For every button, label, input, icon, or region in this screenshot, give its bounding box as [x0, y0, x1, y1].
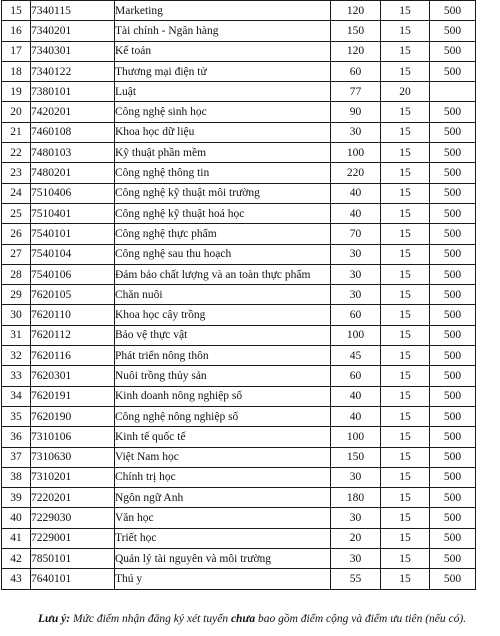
min-score-cell: 15 [381, 41, 430, 61]
fee-cell: 500 [430, 163, 476, 183]
table-row [2, 264, 476, 284]
table-row [2, 386, 476, 406]
fee-cell: 500 [430, 1, 476, 21]
program-name-cell: Ngôn ngữ Anh [115, 488, 331, 508]
quota-cell: 120 [331, 1, 381, 21]
fee-cell [430, 82, 476, 102]
min-score-cell: 15 [381, 569, 430, 589]
fee-cell: 500 [430, 122, 476, 142]
program-code-cell: 7620105 [31, 285, 115, 305]
program-code-cell: 7540101 [31, 224, 115, 244]
fee-cell: 500 [430, 102, 476, 122]
table-row [2, 82, 476, 102]
quota-cell: 40 [331, 386, 381, 406]
program-name-cell: Luật [115, 82, 331, 102]
fee-cell: 500 [430, 183, 476, 203]
quota-cell: 30 [331, 508, 381, 528]
admission-table-body [2, 1, 476, 590]
row-number-cell: 15 [2, 1, 31, 21]
quota-cell: 60 [331, 305, 381, 325]
quota-cell: 40 [331, 406, 381, 426]
table-row [2, 549, 476, 569]
fee-cell: 500 [430, 264, 476, 284]
footnote-emphasis: chưa [230, 612, 256, 625]
fee-cell: 500 [430, 61, 476, 81]
program-name-cell: Quản lý tài nguyên và môi trường [115, 549, 331, 569]
fee-cell: 500 [430, 508, 476, 528]
min-score-cell: 15 [381, 224, 430, 244]
min-score-cell: 15 [381, 1, 430, 21]
table-row [2, 1, 476, 21]
row-number-cell: 36 [2, 427, 31, 447]
min-score-cell: 15 [381, 122, 430, 142]
min-score-cell: 15 [381, 244, 430, 264]
fee-cell: 500 [430, 366, 476, 386]
program-name-cell: Kỹ thuật phần mềm [115, 143, 331, 163]
program-code-cell: 7460108 [31, 122, 115, 142]
program-name-cell: Marketing [115, 1, 331, 21]
row-number-cell: 39 [2, 488, 31, 508]
footnote [8, 610, 494, 629]
program-name-cell: Phát triển nông thôn [115, 346, 331, 366]
program-name-cell: Văn học [115, 508, 331, 528]
program-name-cell: Bảo vệ thực vật [115, 325, 331, 345]
program-name-cell: Công nghệ thực phẩm [115, 224, 331, 244]
table-row [2, 41, 476, 61]
min-score-cell: 15 [381, 549, 430, 569]
table-row [2, 366, 476, 386]
quota-cell: 30 [331, 122, 381, 142]
min-score-cell: 15 [381, 61, 430, 81]
program-code-cell: 7310630 [31, 447, 115, 467]
row-number-cell: 33 [2, 366, 31, 386]
min-score-cell: 15 [381, 102, 430, 122]
program-name-cell: Công nghệ nông nghiệp số [115, 406, 331, 426]
program-name-cell: Công nghệ kỹ thuật hoá học [115, 203, 331, 223]
table-row [2, 163, 476, 183]
fee-cell: 500 [430, 325, 476, 345]
quota-cell: 90 [331, 102, 381, 122]
min-score-cell: 15 [381, 21, 430, 41]
row-number-cell: 38 [2, 467, 31, 487]
row-number-cell: 43 [2, 569, 31, 589]
min-score-cell: 15 [381, 528, 430, 548]
program-code-cell: 7340115 [31, 1, 115, 21]
fee-cell: 500 [430, 467, 476, 487]
table-row [2, 467, 476, 487]
fee-cell: 500 [430, 488, 476, 508]
program-code-cell: 7510401 [31, 203, 115, 223]
table-row [2, 285, 476, 305]
quota-cell: 30 [331, 244, 381, 264]
table-row [2, 325, 476, 345]
program-code-cell: 7620112 [31, 325, 115, 345]
quota-cell: 100 [331, 325, 381, 345]
program-name-cell: Công nghệ sau thu hoạch [115, 244, 331, 264]
quota-cell: 100 [331, 143, 381, 163]
program-name-cell: Chính trị học [115, 467, 331, 487]
row-number-cell: 23 [2, 163, 31, 183]
program-code-cell: 7620116 [31, 346, 115, 366]
quota-cell: 150 [331, 21, 381, 41]
program-code-cell: 7220201 [31, 488, 115, 508]
row-number-cell: 35 [2, 406, 31, 426]
program-code-cell: 7310201 [31, 467, 115, 487]
quota-cell: 100 [331, 427, 381, 447]
min-score-cell: 15 [381, 346, 430, 366]
quota-cell: 30 [331, 549, 381, 569]
program-name-cell: Nuôi trồng thủy sản [115, 366, 331, 386]
quota-cell: 77 [331, 82, 381, 102]
min-score-cell: 15 [381, 386, 430, 406]
program-code-cell: 7620190 [31, 406, 115, 426]
min-score-cell: 15 [381, 163, 430, 183]
quota-cell: 70 [331, 224, 381, 244]
min-score-cell: 15 [381, 285, 430, 305]
table-row [2, 447, 476, 467]
fee-cell: 500 [430, 143, 476, 163]
row-number-cell: 29 [2, 285, 31, 305]
program-code-cell: 7480103 [31, 143, 115, 163]
quota-cell: 60 [331, 61, 381, 81]
fee-cell: 500 [430, 21, 476, 41]
fee-cell: 500 [430, 305, 476, 325]
fee-cell: 500 [430, 224, 476, 244]
quota-cell: 180 [331, 488, 381, 508]
min-score-cell: 15 [381, 203, 430, 223]
program-code-cell: 7510406 [31, 183, 115, 203]
program-name-cell: Công nghệ kỹ thuật môi trường [115, 183, 331, 203]
row-number-cell: 25 [2, 203, 31, 223]
program-code-cell: 7229001 [31, 528, 115, 548]
row-number-cell: 31 [2, 325, 31, 345]
row-number-cell: 22 [2, 143, 31, 163]
table-row [2, 508, 476, 528]
program-name-cell: Kinh tế quốc tế [115, 427, 331, 447]
row-number-cell: 27 [2, 244, 31, 264]
table-row [2, 488, 476, 508]
program-code-cell: 7229030 [31, 508, 115, 528]
min-score-cell: 15 [381, 447, 430, 467]
program-code-cell: 7420201 [31, 102, 115, 122]
footnote-label: Lưu ý: [38, 612, 71, 625]
row-number-cell: 34 [2, 386, 31, 406]
row-number-cell: 24 [2, 183, 31, 203]
min-score-cell: 20 [381, 82, 430, 102]
fee-cell: 500 [430, 346, 476, 366]
row-number-cell: 41 [2, 528, 31, 548]
quota-cell: 30 [331, 264, 381, 284]
fee-cell: 500 [430, 203, 476, 223]
table-row [2, 61, 476, 81]
program-code-cell: 7540104 [31, 244, 115, 264]
table-row [2, 406, 476, 426]
min-score-cell: 15 [381, 508, 430, 528]
program-name-cell: Triết học [115, 528, 331, 548]
fee-cell: 500 [430, 427, 476, 447]
row-number-cell: 19 [2, 82, 31, 102]
table-row [2, 346, 476, 366]
program-name-cell: Thú y [115, 569, 331, 589]
fee-cell: 500 [430, 569, 476, 589]
fee-cell: 500 [430, 244, 476, 264]
program-code-cell: 7340201 [31, 21, 115, 41]
fee-cell: 500 [430, 41, 476, 61]
program-code-cell: 7640101 [31, 569, 115, 589]
admission-table [1, 0, 476, 590]
program-code-cell: 7620301 [31, 366, 115, 386]
table-row [2, 102, 476, 122]
table-row [2, 427, 476, 447]
quota-cell: 40 [331, 203, 381, 223]
row-number-cell: 40 [2, 508, 31, 528]
quota-cell: 120 [331, 41, 381, 61]
fee-cell: 500 [430, 447, 476, 467]
program-name-cell: Kế toán [115, 41, 331, 61]
row-number-cell: 20 [2, 102, 31, 122]
fee-cell: 500 [430, 386, 476, 406]
program-code-cell: 7340122 [31, 61, 115, 81]
program-name-cell: Việt Nam học [115, 447, 331, 467]
min-score-cell: 15 [381, 406, 430, 426]
program-name-cell: Chăn nuôi [115, 285, 331, 305]
row-number-cell: 26 [2, 224, 31, 244]
table-row [2, 528, 476, 548]
row-number-cell: 18 [2, 61, 31, 81]
table-row [2, 203, 476, 223]
fee-cell: 500 [430, 285, 476, 305]
min-score-cell: 15 [381, 305, 430, 325]
table-row [2, 122, 476, 142]
table-row [2, 183, 476, 203]
min-score-cell: 15 [381, 143, 430, 163]
min-score-cell: 15 [381, 183, 430, 203]
quota-cell: 150 [331, 447, 381, 467]
program-code-cell: 7620110 [31, 305, 115, 325]
row-number-cell: 42 [2, 549, 31, 569]
quota-cell: 45 [331, 346, 381, 366]
row-number-cell: 30 [2, 305, 31, 325]
program-code-cell: 7380101 [31, 82, 115, 102]
program-code-cell: 7340301 [31, 41, 115, 61]
table-row [2, 305, 476, 325]
program-name-cell: Khoa học dữ liệu [115, 122, 331, 142]
program-code-cell: 7540106 [31, 264, 115, 284]
row-number-cell: 17 [2, 41, 31, 61]
footnote-text-before: Mức điểm nhận đăng ký xét tuyển [70, 612, 231, 625]
quota-cell: 30 [331, 467, 381, 487]
row-number-cell: 32 [2, 346, 31, 366]
program-name-cell: Kinh doanh nông nghiệp số [115, 386, 331, 406]
fee-cell: 500 [430, 549, 476, 569]
row-number-cell: 37 [2, 447, 31, 467]
program-name-cell: Công nghệ sinh học [115, 102, 331, 122]
min-score-cell: 15 [381, 366, 430, 386]
min-score-cell: 15 [381, 325, 430, 345]
program-name-cell: Tài chính - Ngân hàng [115, 21, 331, 41]
min-score-cell: 15 [381, 264, 430, 284]
min-score-cell: 15 [381, 427, 430, 447]
program-code-cell: 7310106 [31, 427, 115, 447]
min-score-cell: 15 [381, 467, 430, 487]
table-row [2, 21, 476, 41]
min-score-cell: 15 [381, 488, 430, 508]
table-row [2, 143, 476, 163]
program-name-cell: Khoa học cây trồng [115, 305, 331, 325]
quota-cell: 30 [331, 285, 381, 305]
quota-cell: 20 [331, 528, 381, 548]
quota-cell: 40 [331, 183, 381, 203]
row-number-cell: 28 [2, 264, 31, 284]
table-row [2, 569, 476, 589]
row-number-cell: 16 [2, 21, 31, 41]
quota-cell: 220 [331, 163, 381, 183]
row-number-cell: 21 [2, 122, 31, 142]
program-name-cell: Công nghệ thông tin [115, 163, 331, 183]
footnote-text-after: bao gồm điểm cộng và điểm ưu tiên (nếu có). [255, 612, 467, 625]
fee-cell: 500 [430, 406, 476, 426]
program-name-cell: Thương mại điện tử [115, 61, 331, 81]
table-row [2, 244, 476, 264]
quota-cell: 55 [331, 569, 381, 589]
fee-cell: 500 [430, 528, 476, 548]
program-code-cell: 7480201 [31, 163, 115, 183]
quota-cell: 60 [331, 366, 381, 386]
program-code-cell: 7850101 [31, 549, 115, 569]
table-row [2, 224, 476, 244]
program-name-cell: Đảm bảo chất lượng và an toàn thực phẩm [115, 264, 331, 284]
program-code-cell: 7620191 [31, 386, 115, 406]
